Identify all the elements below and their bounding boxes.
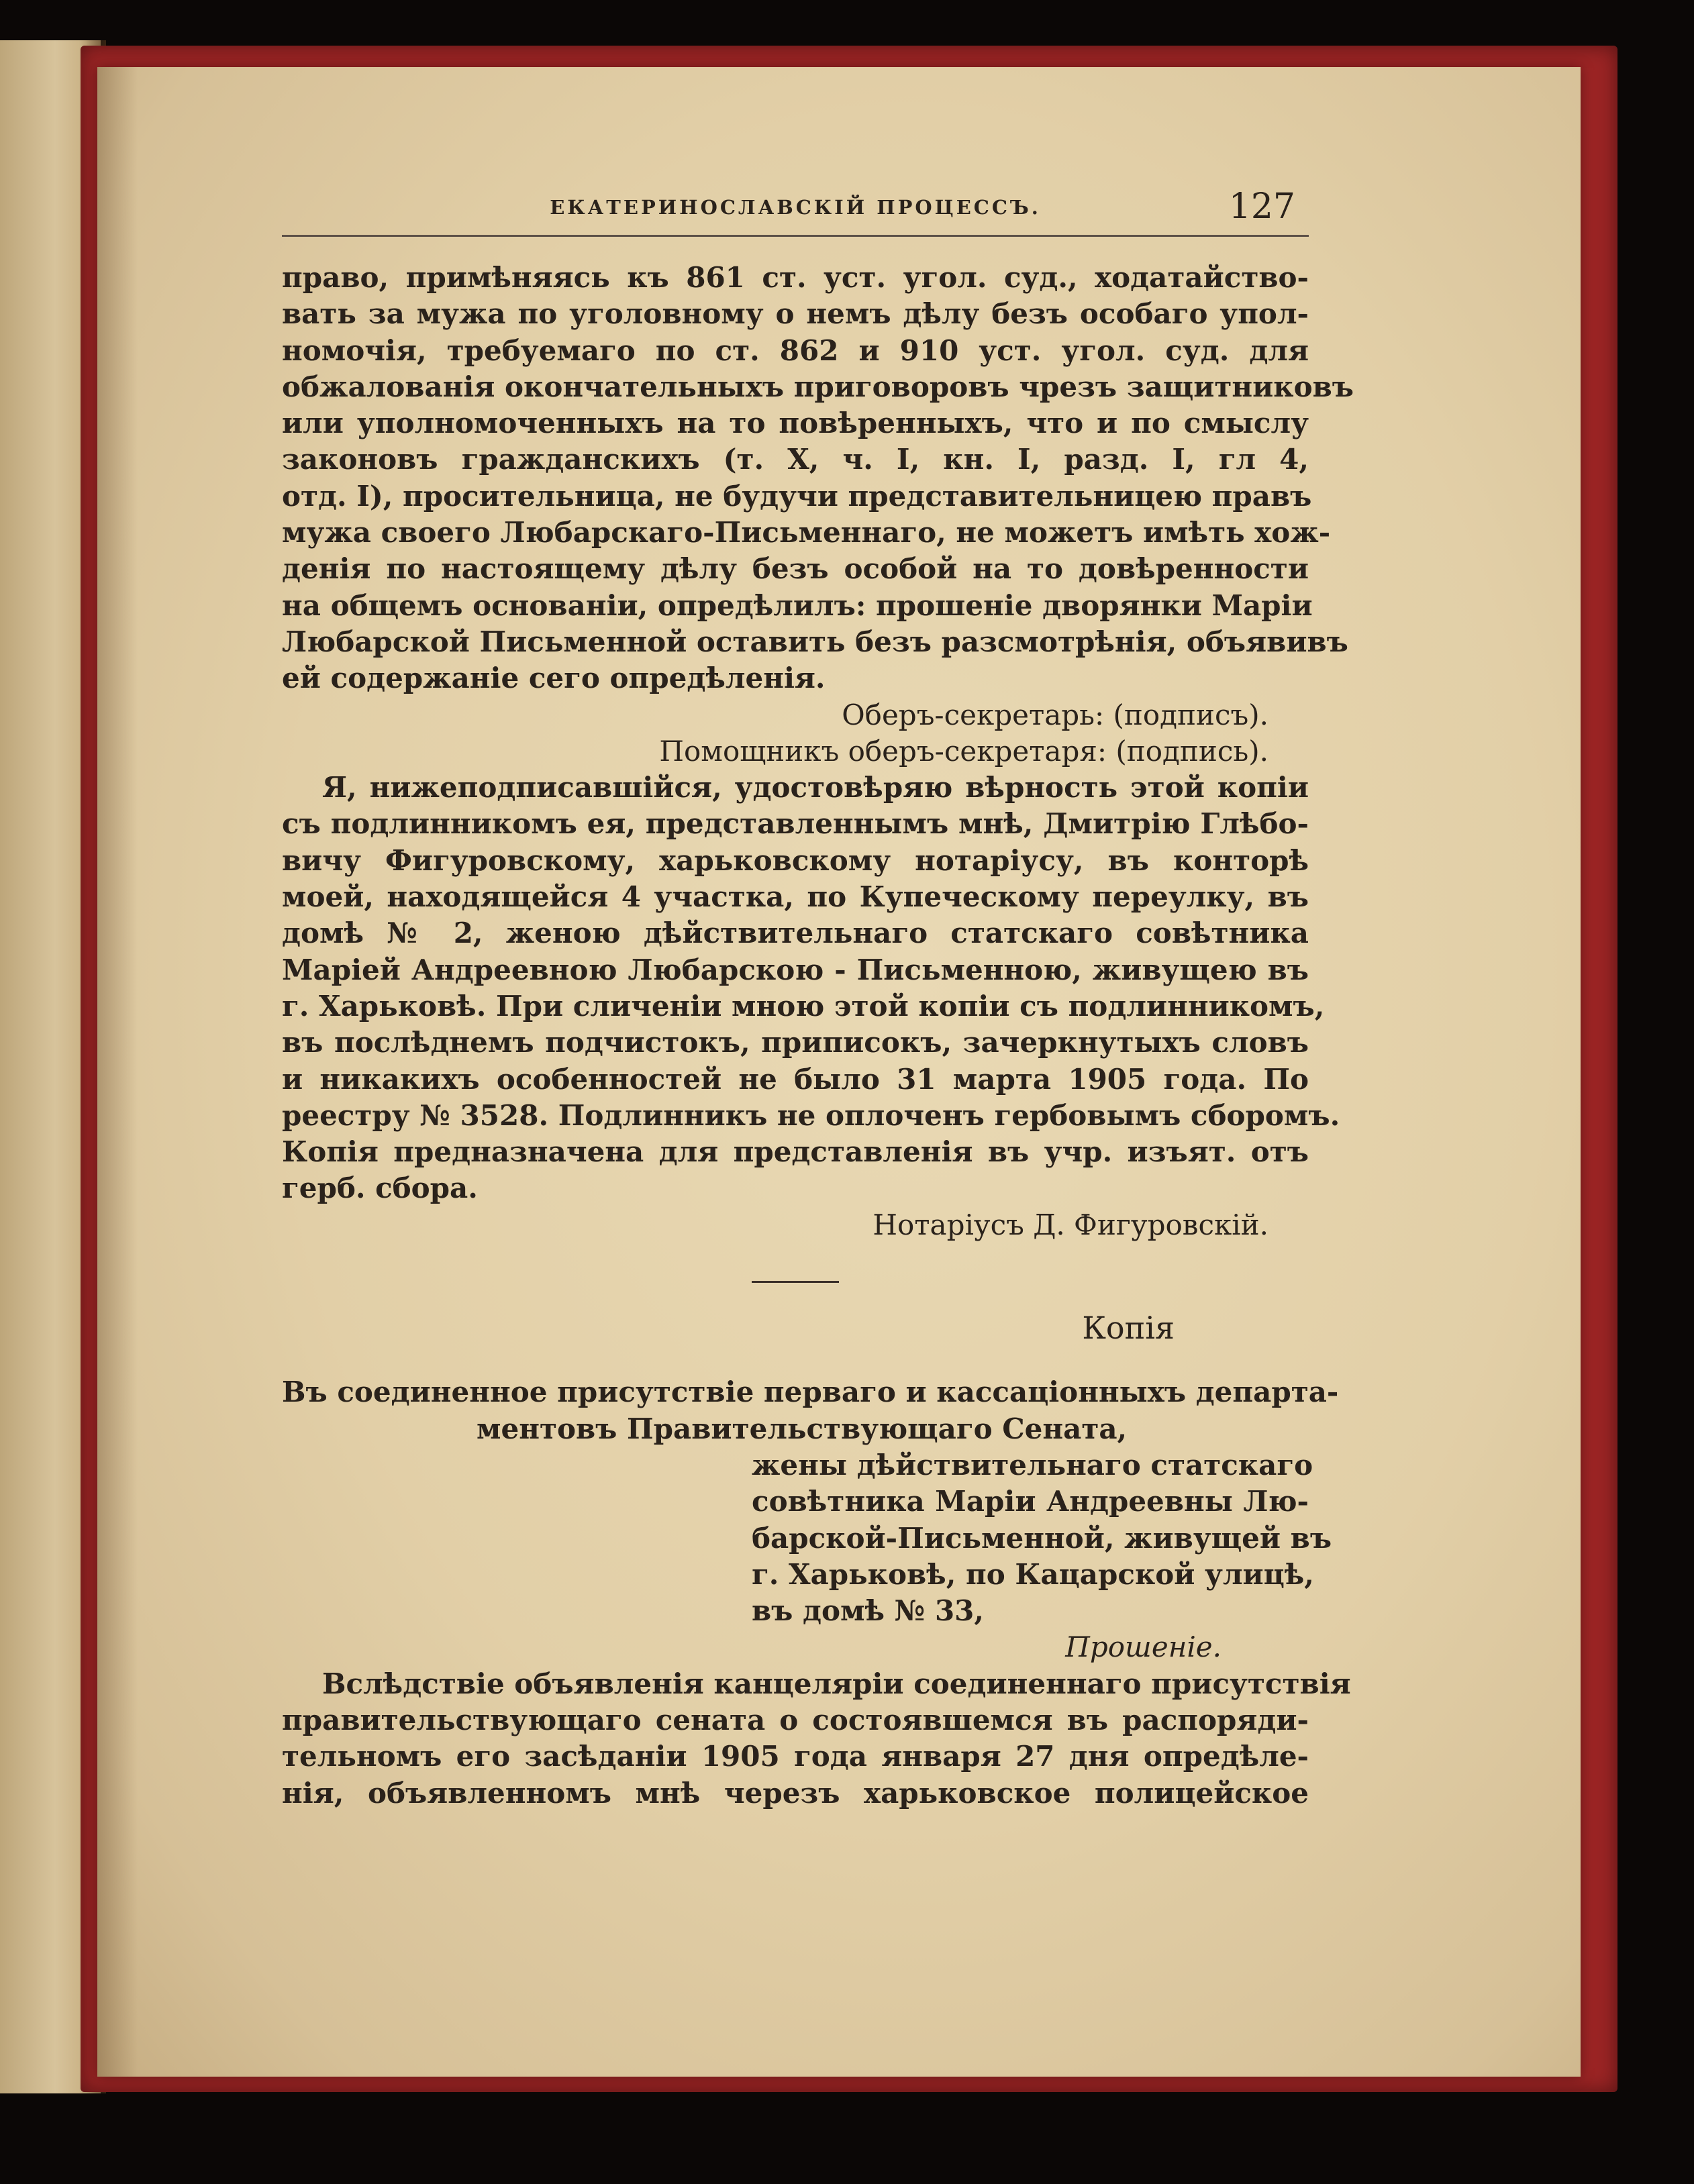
- petitioner-line: жены дѣйствительнаго статскаго: [752, 1448, 1313, 1481]
- page-number: 127: [1228, 187, 1295, 227]
- paragraph-ruling: [282, 260, 1354, 697]
- page-gutter: [97, 67, 138, 2077]
- text-line: тельномъ его засѣданіи 1905 года января 27 дня опредѣле-: [282, 1740, 1309, 1773]
- text-line: съ подлинникомъ ея, представленнымъ мнѣ, Дмитрію Глѣбо-: [282, 807, 1309, 841]
- notary-signature: Нотаріусъ Д. Фигуровскій.: [873, 1208, 1268, 1241]
- text-line: Вслѣдствіе объявленія канцеляріи соединеннаго присутствія: [322, 1667, 1351, 1700]
- copy-heading: Копія: [1082, 1310, 1175, 1347]
- petitioner-line: г. Харьковѣ, по Кацарской улицѣ,: [752, 1557, 1314, 1591]
- text-line: правительствующаго сената о состоявшемся въ распоряди-: [282, 1703, 1309, 1736]
- petition-heading: Прошеніе.: [1065, 1630, 1222, 1664]
- text-line: законовъ гражданскихъ (т. X, ч. I, кн. I, разд. I, гл 4,: [282, 443, 1309, 476]
- text-line: моей, находящейся 4 участка, по Купеческому переулку, въ: [282, 880, 1309, 914]
- text-line: Я, нижеподписавшійся, удостовѣряю вѣрность этой копіи: [322, 771, 1309, 804]
- text-line: въ послѣднемъ подчистокъ, приписокъ, зачеркнутыхъ словъ: [282, 1026, 1309, 1059]
- address-line: Въ соединенное присутствіе перваго и кассаціонныхъ департа-: [282, 1375, 1339, 1409]
- page-text: [282, 181, 1354, 1812]
- text-line: денія по настоящему дѣлу безъ особой на то довѣренности: [282, 552, 1309, 586]
- paragraph-petition: [282, 1666, 1351, 1812]
- text-line: отд. I), просительница, не будучи представительницею правъ: [282, 479, 1312, 513]
- page-body: [282, 260, 1354, 1812]
- section-divider: [752, 1281, 839, 1283]
- petitioner-line: въ домѣ № 33,: [752, 1594, 985, 1628]
- text-line: Копія предназначена для представленія въ учр. изъят. отъ: [282, 1135, 1309, 1169]
- text-line: на общемъ основаніи, опредѣлилъ: прошеніе дворянки Маріи: [282, 588, 1313, 622]
- text-line: герб. сбора.: [282, 1172, 478, 1205]
- text-line: мужа своего Любарскаго-Письменнаго, не можетъ имѣть хож-: [282, 516, 1331, 550]
- running-title: ЕКАТЕРИНОСЛАВСКІЙ ПРОЦЕССЪ.: [550, 196, 1041, 219]
- petitioner-line: барской-Письменной, живущей въ: [752, 1521, 1332, 1555]
- text-line: и никакихъ особенностей не было 31 марта 1905 года. По: [282, 1062, 1309, 1096]
- text-line: вать за мужа по уголовному о немъ дѣлу безъ особаго упол-: [282, 297, 1309, 331]
- text-line: нія, объявленномъ мнѣ черезъ харьковское полицейское: [282, 1776, 1309, 1810]
- text-line: право, примѣняясь къ 861 ст. уст. угол. суд., ходатайство-: [282, 261, 1309, 294]
- text-line: Любарской Письменной оставить безъ разсмотрѣнія, объявивъ: [282, 625, 1348, 658]
- address-line: ментовъ Правительствующаго Сената,: [477, 1412, 1128, 1445]
- secretary-signature: Оберъ-секретарь: (подписъ).: [842, 698, 1268, 731]
- text-line: домѣ № 2, женою дѣйствительнаго статскаго совѣтника: [282, 917, 1309, 950]
- text-line: обжалованія окончательныхъ приговоровъ чрезъ защитниковъ: [282, 370, 1354, 403]
- text-line: ей содержаніе сего опредѣленія.: [282, 662, 826, 695]
- text-line: вичу Фигуровскому, харьковскому нотаріусу, въ конторѣ: [282, 843, 1309, 877]
- text-line: номочія, требуемаго по ст. 862 и 910 уст. угол. суд. для: [282, 333, 1309, 367]
- petitioner-line: совѣтника Маріи Андреевны Лю-: [752, 1485, 1309, 1518]
- paragraph-notary-certification: [282, 770, 1340, 1207]
- text-line: г. Харьковѣ. При сличеніи мною этой копіи съ подлинникомъ,: [282, 989, 1325, 1023]
- text-line: или уполномоченныхъ на то повѣренныхъ, что и по смыслу: [282, 407, 1309, 440]
- text-line: реестру № 3528. Подлинникъ не оплоченъ гербовымъ сборомъ.: [282, 1098, 1340, 1132]
- text-line: Маріей Андреевною Любарскою - Письменною, живущею въ: [282, 953, 1309, 986]
- assistant-secretary-signature: Помощникъ оберъ-секретаря: (подпись).: [659, 734, 1268, 768]
- page-header: [282, 181, 1309, 237]
